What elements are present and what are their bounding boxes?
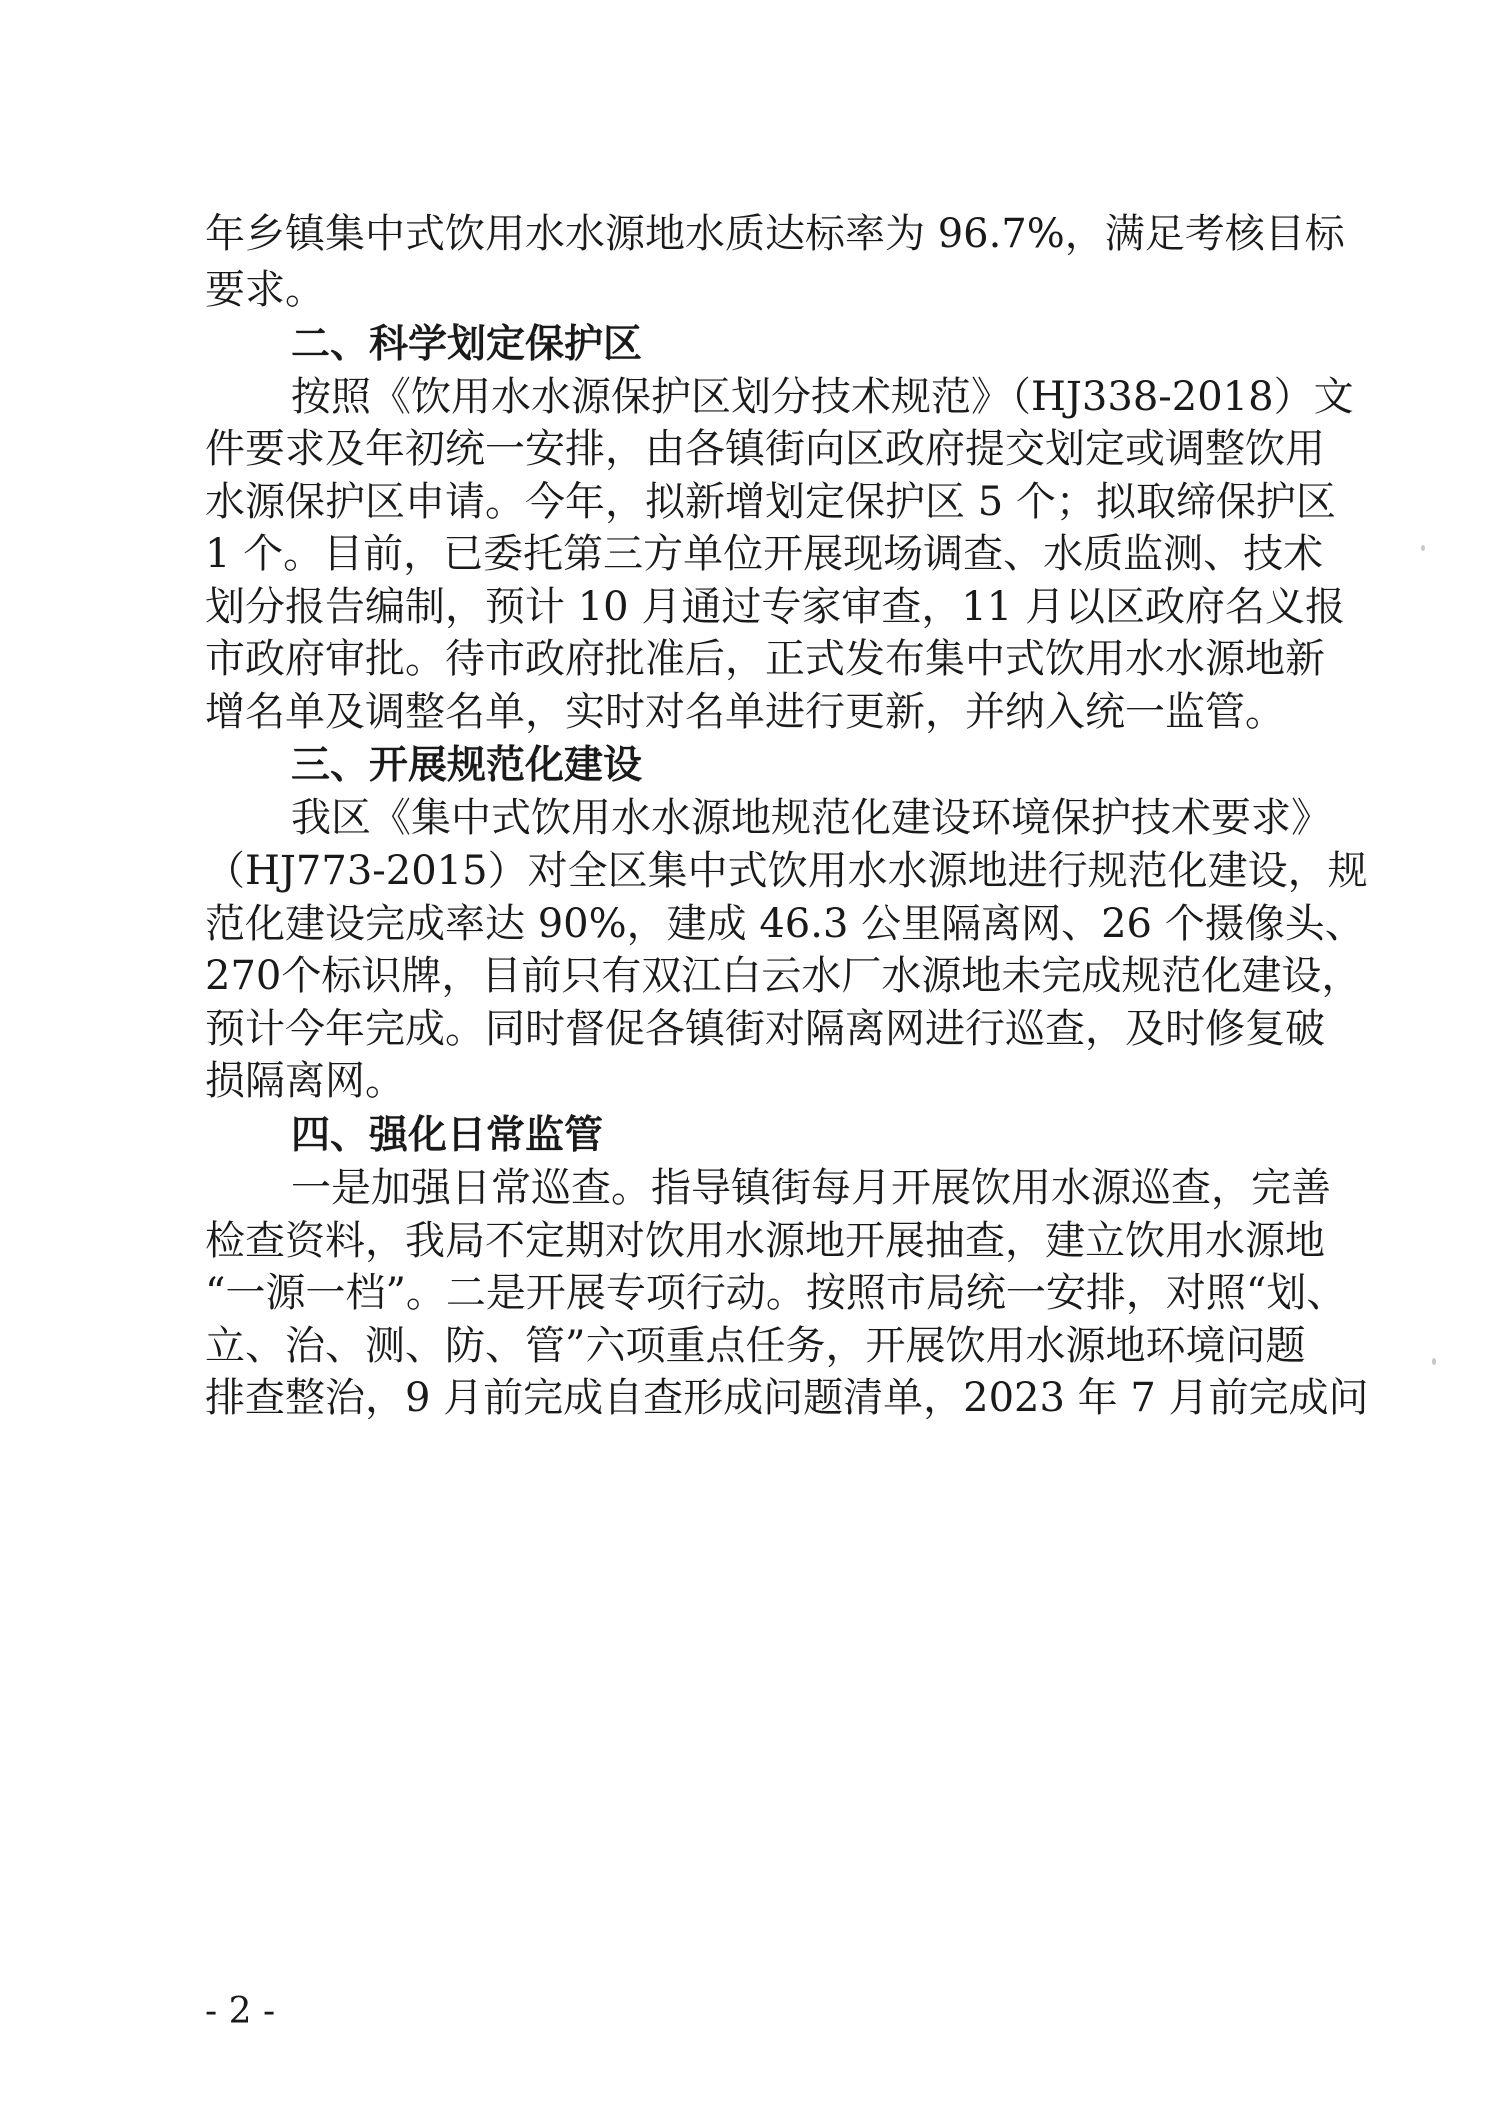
paragraph-line: “一源一档”。二是开展专项行动。按照市局统一安排，对照“划、: [205, 1270, 1347, 1316]
paragraph-line: 范化建设完成率达 90%，建成 46.3 公里隔离网、26 个摄像头、: [205, 901, 1365, 947]
paragraph-line: 270个标识牌，目前只有双江白云水厂水源地未完成规范化建设，: [205, 953, 1362, 999]
paragraph-line: 划分报告编制，预计 10 月通过专家审查，11 月以区政府名义报: [205, 584, 1345, 630]
paragraph-line: 损隔离网。: [205, 1058, 405, 1104]
paragraph-line: 水源保护区申请。今年，拟新增划定保护区 5 个；拟取缔保护区: [205, 479, 1336, 525]
scan-speck: [1421, 545, 1425, 551]
paragraph-line: 年乡镇集中式饮用水水源地水质达标率为 96.7%，满足考核目标: [205, 211, 1345, 257]
paragraph-line: 要求。: [205, 267, 325, 313]
paragraph-line: （HJ773-2015）对全区集中式饮用水水源地进行规范化建设，规: [205, 848, 1368, 894]
paragraph-line: 立、治、测、防、管”六项重点任务，开展饮用水源地环境问题: [205, 1323, 1306, 1369]
paragraph-line: 检查资料，我局不定期对饮用水源地开展抽查，建立饮用水源地: [205, 1218, 1325, 1264]
paragraph-line: 1 个。目前，已委托第三方单位开展现场调查、水质监测、技术: [205, 531, 1324, 577]
page-number: - 2 -: [205, 1991, 276, 2032]
paragraph-line: 我区《集中式饮用水水源地规范化建设环境保护技术要求》: [291, 795, 1331, 841]
paragraph-line: 排查整治，9 月前完成自查形成问题清单，2023 年 7 月前完成问: [205, 1375, 1369, 1421]
section-heading-2: 二、科学划定保护区: [291, 322, 643, 367]
paragraph-line: 增名单及调整名单，实时对名单进行更新，并纳入统一监管。: [205, 689, 1285, 735]
section-heading-3: 三、开展规范化建设: [291, 743, 643, 788]
paragraph-line: 件要求及年初统一安排，由各镇街向区政府提交划定或调整饮用: [205, 426, 1325, 472]
scan-speck: [1432, 1358, 1436, 1365]
paragraph-line: 按照《饮用水水源保护区划分技术规范》（HJ338-2018）文: [291, 374, 1354, 420]
paragraph-line: 一是加强日常巡查。指导镇街每月开展饮用水源巡查，完善: [291, 1165, 1331, 1211]
section-heading-4: 四、强化日常监管: [291, 1113, 604, 1158]
paragraph-line: 市政府审批。待市政府批准后，正式发布集中式饮用水水源地新: [205, 636, 1325, 682]
paragraph-line: 预计今年完成。同时督促各镇街对隔离网进行巡查，及时修复破: [205, 1006, 1325, 1052]
